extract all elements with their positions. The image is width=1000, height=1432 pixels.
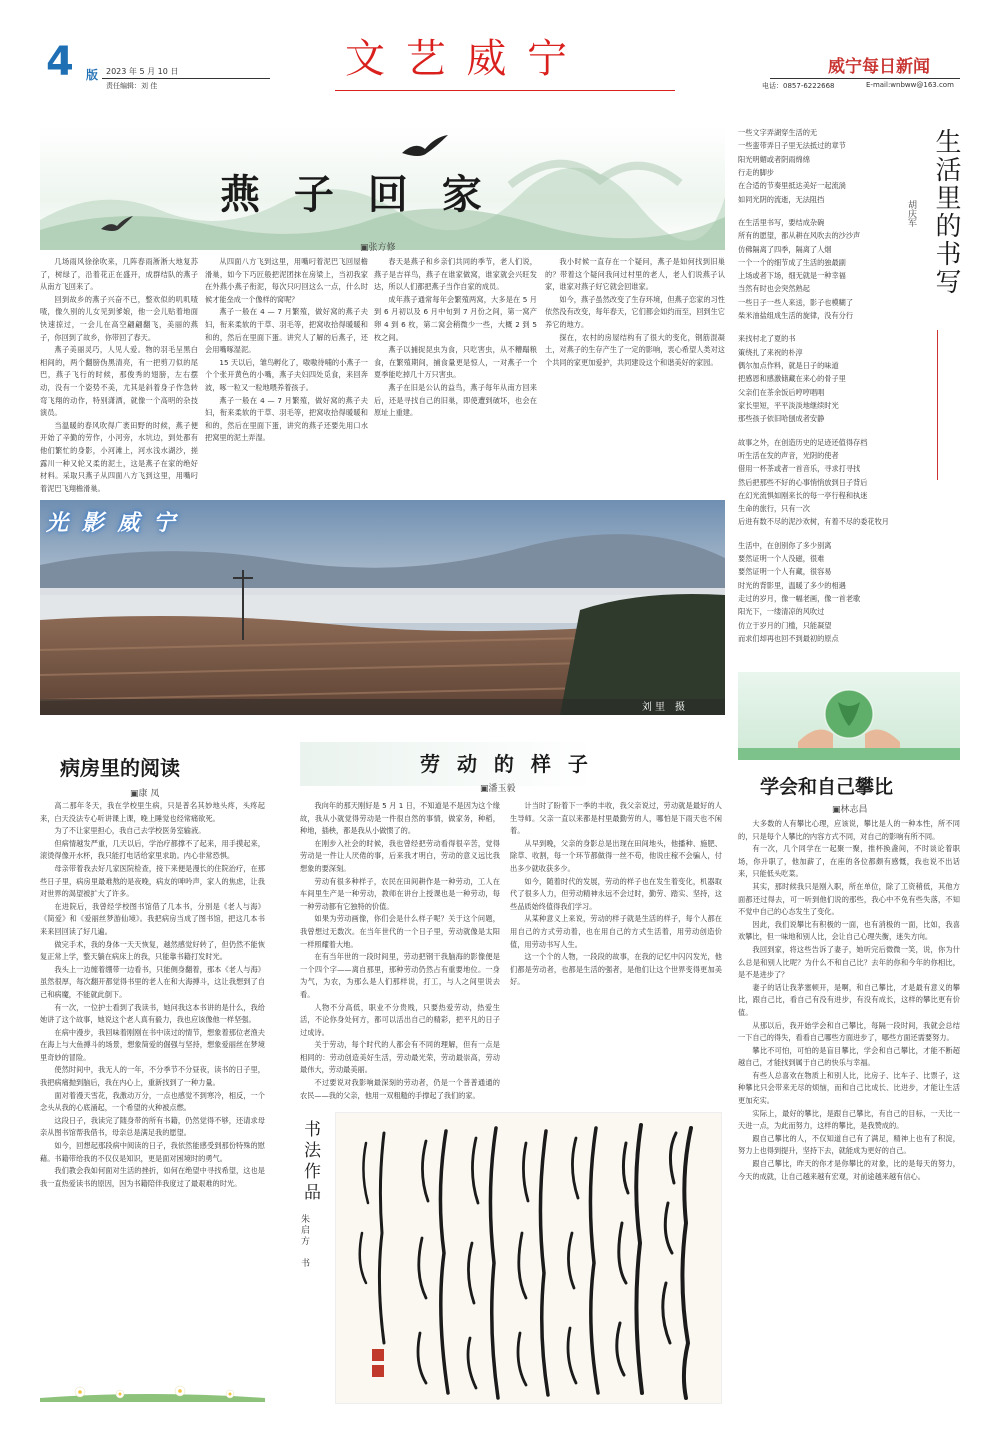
- swallow-column-2: 从四面八方飞到这里，用嘴叼着泥巴飞回屋檐滑巢，如今下巧匠般把泥团抹在房梁上，当初我家在外燕小燕子衔泥，每次只叼回这么一点，什么时候才能垒成一个像样的窝呢？ 燕子一般在 4 — 7 月繁殖，做好窝的燕子夫妇，衔来柔软的干草、羽毛等，把窝收拾得暖暖和和的，然后在里面下蛋。讲究人了解的后燕子，还会用嘴啄湿泥。 15 天以后，雏鸟孵化了，嗷嗷待哺的小燕子一个个张开黄色的小嘴，燕子夫妇四处觅食，来回奔波，啄一粒又一粒地喂养着孩子。 燕子一般在 4 — 7 月繁殖，做好窝的燕子夫妇，衔来柔软的干草、羽毛等，把窝收拾得暖暖和和的，然后在里面下蛋，讲究的燕子还要先用口水把窝里的泥土弄湿。: [205, 257, 368, 443]
- poem-line: 在幻光流惧如刚来长的每一亭行程和执迷: [738, 490, 868, 500]
- poem-line: 要然证明一个人有藏，很容易: [738, 567, 832, 577]
- masthead-rule-right: [770, 78, 960, 79]
- globe-icon: [738, 672, 960, 760]
- author-marker-icon: ▣: [832, 805, 841, 815]
- poem-line: 在生活里书写，要结成杂碗: [738, 217, 825, 227]
- reading-column: 高二那年冬天，我在学校里生病，只是普名其妙地头疼，头疼起来，白天没法专心听讲课上课，晚上睡觉也经常痛欲死。 为了不让家里担心，我自己去学校医务室输液。 但病情越发严重，几天以后，学治疗都撑不了起来，用手摸起来，滚烫得像开水杯，我只能打电话给家里求助。内心非常恐惧。 母亲带着我去好几家医院检查，接下来便是漫长的住院治疗，在那些日子里，病房里最难熬的是夜晚，病友的呻吟声，家人的焦虑，让我对世界的渴望被扩大了许多。 在进院后，我曾经学校图书馆借了几本书，分别是《老人与海》《简爱》和《爱丽丝梦游仙境》。我把病房当成了图书馆，把这几本书来来回回读了好几遍。 做完手术，我的身体一天天恢复，越然感觉好转了，但仍然不能恢复正常上学，整天躺在病床上的我，只能靠书籍打发时光。 我头上一边缠着绷带一边看书，只能侧身翻着，那本《老人与海》虽然很厚，每次翻开都觉得书里的老人在和大海搏斗，这让我想到了自己和病魔，不能就此倒下。 有一次，一位护士看到了我读书，她问我这本书讲的是什么，我给她讲了这个故事，她说这个老人真有毅力，我也应该像他一样坚强。 在病中漫步，我回味着刚刚在书中读过的情节，想象着那位老渔夫在海上与大鱼搏斗的场景，想象简爱的倔强与坚持，想象爱丽丝在梦境里奇妙的冒险。 使然时间中，我无人的一年，不分季节不分昼夜，读书的日子里，我把病痛抛到脑后，我在内心上，重新找到了一种力量。 面对着漫天雪花，我激动万分，一点也感觉不到寒冷，相反，一个念头从我的心底涌起，一个希望的火种被点燃。 这段日子，我读完了随身带的所有书籍，仍然觉得不够，还请求母亲从图书馆帮我借书，母亲总是满足我的愿望。 如今，回想起那段病中阅读的日子，我依然能感受到那份特殊的慰藉。书籍带给我的不仅仅是知识，更是面对困境时的勇气。 我们教会我如何面对生活的挫折，如何在绝望中寻找希望，这也是我一直热爱读书的原因，因为书籍陪伴我度过了最艰难的时光。: [40, 801, 265, 1188]
- author-swallow: ▣张方修: [360, 243, 396, 253]
- author-reading: ▣康 凤: [130, 789, 160, 799]
- poem-line: 在合适的节奏里抵达美好一起流淌: [738, 181, 846, 191]
- poem-body: [738, 126, 903, 656]
- article-title-compare: 学会和自己攀比: [760, 776, 894, 798]
- poem-line: 父亲们在茶余饭后哼哼唱唱: [738, 387, 825, 397]
- editor-credit: 责任编辑：刘 佳: [106, 82, 158, 90]
- poem-line: 把感恩和感激储藏在来心的骨子里: [738, 374, 846, 384]
- poem-line: 生命的旅行，只有一次: [738, 504, 810, 514]
- article-title-swallow: 燕 子 回 家: [220, 171, 492, 218]
- labor-column-1: 我向年的那天刚好是 5 月 1 日，不知道是不是因为这个缘故，我从小就觉得劳动是一件很自然的事情，做家务，种稻，种地，插秧，都是我从小做惯了的。 在刚步入社会的时候，我也曾经把劳动看得很辛苦，觉得劳动是一件让人厌倦的事，后来我才明白，劳动的意义远比我想象的要深刻。 劳动有很多种样子，农民在田间耕作是一种劳动，工人在车间里生产是一种劳动，教师在讲台上授课也是一种劳动，每一种劳动都有它独特的价值。 如果为劳动画像，你们会是什么样子呢？关于这个问题，我曾想过无数次。在当年世代的一个日子里，劳动就像是太阳一样照耀着大地。 在有当年世的一段时间里，劳动把钢干我脑海的影像便是一个四个字——离自那里，那种劳动仍然占有重要地位。一身为气，为农，为那么是人们那样说，打工，与人之间里说去看。 人物不分高低，职业不分贵贱，只要热爱劳动，热爱生活，不论你身处何方，都可以活出自己的精彩，把平凡的日子过成诗。 关于劳动，每个时代的人都会有不同的理解，但有一点是相同的：劳动创造美好生活，劳动最光荣，劳动最崇高，劳动最伟大，劳动最美丽。 不过要说对我影响最深刻的劳动者，仍是一个普普通通的农民——我的父亲，他用一双粗糙的手撑起了我们的家。: [300, 801, 500, 1100]
- poem-line: 偶尔加点作料，就是日子的味道: [738, 361, 839, 370]
- poem-line: 而求们却再也回不到最初的原点: [738, 633, 839, 643]
- page-number: 4: [46, 39, 74, 85]
- poem-divider: [937, 330, 938, 480]
- calligraphy-brush-strokes: [336, 1113, 722, 1404]
- author-marker-icon: ▣: [480, 784, 489, 794]
- swallow-column-1: 几场雨风徐徐吹来，几阵春雨淅淅大地复苏了，树绿了，沿着花正在盛开，成群结队的燕子从南方飞回来了。 回到故乡的燕子兴奋不已，整欢似的叽叽喳喳，像久别的儿女见到爹娘，他一会儿贴着地面快速掠过，一会儿在高空翩翩翻飞，美丽的燕子，你回到了故乡，你带回了春天。 燕子美丽灵巧，人见人爱。物的羽毛呈黑白相间的，两个翻膀伪黑清亮，有一把剪刀似的尾巴，燕子飞行的时候，那俊秀的翅膀，左右摆动，没有一个姿势不美，尤其是斜着身子作急转弯飞翔的动作，特别潇洒，就像一个高明的杂技演员。 当温暖的春风吹得广袤田野的时候，燕子便开始了辛勤的劳作，小河旁，水坑边，到处都有他们繁忙的身影，小河滩上，河水浅水湖沙，搓露川一种又轮又柔的泥土，这是燕子在家的绝好材料。采取只燕子从四面八方飞到这里，用嘴叼着泥巴飞翔檐滑巢。: [40, 257, 198, 493]
- poem-line: 策绕扎了来祝的朴淳: [738, 347, 803, 357]
- poem-line: 走过的岁月，像一幅老画，像一首老歌: [738, 594, 861, 603]
- poem-line: 仿立于岁月的门槛，只能凝望: [738, 620, 832, 630]
- poem-line: 所有的愿望，都从耕在风吹去的沙沙声: [738, 231, 861, 241]
- calligraphy-title: 书法作品: [300, 1120, 320, 1204]
- poem-line: 当然有时也会突然熟起: [738, 284, 810, 294]
- calligraphy-caption: [298, 1120, 328, 1390]
- poem-line: 然后把那些不好的心事悄悄放到日子背后: [738, 477, 868, 487]
- poem-line: 行走的脚步: [738, 167, 774, 177]
- poem-line: 那些孩子依旧哈刨成者安静: [738, 414, 825, 424]
- labor-column-2: 计当时了盼着下一季的丰收，我父亲说过，劳动就是最好的人生导师。父亲一直以来都是村里最勤劳的人，哪怕是下雨天也不闲着。 从早到晚，父亲的身影总是出现在田间地头，他播种、施肥、除草、收割，每一个环节都做得一丝不苟，他说庄稼不会骗人，付出多少就收获多少。 如今，随着时代的发展，劳动的样子也在发生着变化，机器取代了很多人力，但劳动精神永远不会过时，勤劳、踏实、坚持，这些品质始终值得我们学习。 从某种意义上来说，劳动的样子就是生活的样子，每个人都在用自己的方式劳动着，也在用自己的方式生活着，用劳动创造价值，用劳动书写人生。 这一个个的人物，一段段的故事，在我的记忆中闪闪发光，他们都是劳动者，也都是生活的强者，是他们让这个世界变得更加美好。: [510, 801, 722, 987]
- poem-line: 一些蛮带弄日子里无法抵过的章节: [738, 141, 846, 151]
- poem-author: 胡庆军: [906, 200, 916, 227]
- photo-block: [40, 500, 725, 715]
- swallow-small-icon: [100, 215, 134, 235]
- photo-credit-bar: [40, 699, 725, 715]
- contact-phone: 电话：0857-6222668: [762, 82, 835, 90]
- poem-line: 阳光明媚或者阴雨绵绵: [738, 154, 810, 164]
- swallow-column-4: 我小时候一直存在一个疑问，燕子是如何找到旧巢的？带着这个疑问我问过村里的老人，老人们说燕子认家，谁家对燕子好它就会回谁家。 如今，燕子虽然改变了生存环境，但燕子恋家的习性依然没有改变，每年春天，它们都会如约而至，回到生它养它的地方。 探在，农村的房屋结构有了很大的变化，钢筋混凝土，对燕子的生存产生了一定的影响，衷心希望人类对这个共同的家更加爱护，共同建设这个和谐美好的家园。: [545, 257, 725, 367]
- poem-line: 柴米油盐组成生活的旋律，没有分行: [738, 311, 854, 321]
- section-title: 文 艺 威 宁: [345, 36, 572, 82]
- calligraphy-artwork: [335, 1112, 722, 1404]
- section-title-rule: [335, 90, 675, 91]
- photo-credit: 刘 里 摄: [641, 702, 685, 713]
- poem-line: 家长里短，平平淡淡地继续时光: [738, 400, 839, 410]
- poem-line: 借用一杯茶或者一首音乐，寻求打寻找: [738, 464, 861, 474]
- poem-line: 来找村北了夏的书: [738, 334, 796, 344]
- author-labor: ▣潘玉毅: [480, 784, 516, 794]
- page-unit: 版: [86, 68, 99, 82]
- poem-title: 生活里的书写: [931, 128, 961, 296]
- poem-line: 阳光下，一缕清凉的风吹过: [738, 607, 825, 617]
- poem-line: 一个一个的细节成了生活的独最副: [738, 257, 846, 267]
- poem-line: 一些文字弄湖穿生活的无: [738, 128, 818, 137]
- poem-line: 仿佛隔离了四季，隔离了人烟: [738, 244, 832, 254]
- poem-line: 上场或者下场，细无就是一种幸福: [738, 271, 846, 281]
- author-marker-icon: ▣: [130, 789, 139, 799]
- swallow-bird-icon: [400, 133, 450, 163]
- swallow-header-art: [40, 125, 725, 250]
- author-marker-icon: ▣: [360, 243, 369, 253]
- photo-banner: 光 影 威 宁: [46, 510, 178, 536]
- poem-line: 一些日子一些人来送，影子也模糊了: [738, 297, 854, 307]
- swallow-column-3: 春天是燕子和乡亲们共同的季节，老人们说，燕子是吉祥鸟，燕子在谁家做窝，谁家就会兴旺发达，所以人们都把燕子当作自家的成员。 成年燕子通常每年会繁殖两窝，大多是在 5 月到 6 月初以及 6 月中旬到 7 月份之间，第一窝产卵 4 到 6 枚，第二窝会稍微少一些，大概 2 到 5 枚之间。 燕子以捕捉昆虫为食，只吃害虫，从不糟蹋粮食，在繁殖期间，捕食量更是惊人，一对燕子一个夏季能吃掉几十万只害虫。 燕子在旧是公认的益鸟，燕子每年从南方回来后，还是寻找自己的旧巢，即使遭到破坏，也会在原址上重建。: [374, 257, 537, 418]
- poem-line: 时光的背影里，温暖了多少的相遇: [738, 580, 846, 590]
- poem-line: 生活中，在创别你了多少别离: [738, 540, 832, 550]
- poem-line: 如同光阴的流逝，无法阻挡: [738, 194, 825, 204]
- poem-line: 听生活在发的声音，光阴的使者: [738, 450, 839, 460]
- article-title-labor: 劳 动 的 样 子: [420, 752, 593, 776]
- poem-line: 故事之外，在创造历史的足迹还值得存档: [738, 437, 868, 447]
- poem-line: 要然证明一个人没磁，很难: [738, 554, 825, 564]
- article-title-reading: 病房里的阅读: [60, 756, 180, 780]
- author-compare: ▣林志昌: [832, 805, 868, 815]
- compare-column: 大多数的人有攀比心理，应该说，攀比是人的一种本性，所不同的，只是每个人攀比的内容方式不同，对自己的影响有所不同。 有一次，几个同学在一起聚一聚，推杯换盏间，不时谈论着职场，你升职了，他加薪了，在座的各位都颇有感慨，我也说不出话来，只能低头吃菜。 其实，那时候我只是刚入职，所在单位，除了工资稍低，其他方面都还过得去，可一听到他们说的那些，我心中不免有些失落，不知不觉中自己的心态发生了变化。 因此，我们说攀比有积极的一面，也有消极的一面，比如，我喜欢攀比，但一味地和别人比，会让自己心理失衡，迷失方向。 我回到家，将这些告诉了妻子，她听完后微微一笑，说，你为什么总是和别人比呢？为什么不和自己比？去年的你和今年的你相比，是不是进步了？ 妻子的话让我茅塞顿开，是啊，和自己攀比，才是最有意义的攀比，跟自己比，看自己有没有进步，有没有成长，这样的攀比更有价值。 从那以后，我开始学会和自己攀比，每隔一段时间，我就会总结一下自己的得失，看看自己哪些方面进步了，哪些方面还需要努力。 攀比不可怕，可怕的是盲目攀比，学会和自己攀比，才能不断超越自己，才能找到属于自己的快乐与幸福。 有些人总喜欢在物质上和别人比，比房子、比车子、比票子，这种攀比只会带来无尽的烦恼，而和自己比成长、比进步，才能让生活更加充实。 实际上，最好的攀比，是跟自己攀比，有自己的目标，一天比一天进一点，为此而努力，这样的攀比，是我赞成的。 跟自己攀比的人，不仅知道自己有了满足，精神上也有了积淀，努力上也得到提升，坚持下去，就能成为更好的自己。 跟自己攀比，昨天的你才是你攀比的对象，比的是每天的努力，今天的成就，让自己越来越有宏观，对前途越来越有信心。: [738, 819, 960, 1181]
- flower-decoration: [40, 1372, 265, 1402]
- calligraphy-author: 朱启方 书: [299, 1214, 309, 1269]
- newspaper-name: 威宁每日新闻: [828, 57, 930, 77]
- daisy-flowers-icon: [40, 1372, 265, 1402]
- poem-line: 后进有数不尽的泥沙欢树，有着不尽的委花牧月: [738, 517, 889, 527]
- hands-globe-illustration: [738, 672, 960, 760]
- contact-email: E-mail:wnbww@163.com: [866, 81, 954, 89]
- issue-date: 2023 年 5 月 10 日: [106, 67, 179, 76]
- masthead: [40, 38, 960, 100]
- masthead-rule-left: [102, 78, 270, 79]
